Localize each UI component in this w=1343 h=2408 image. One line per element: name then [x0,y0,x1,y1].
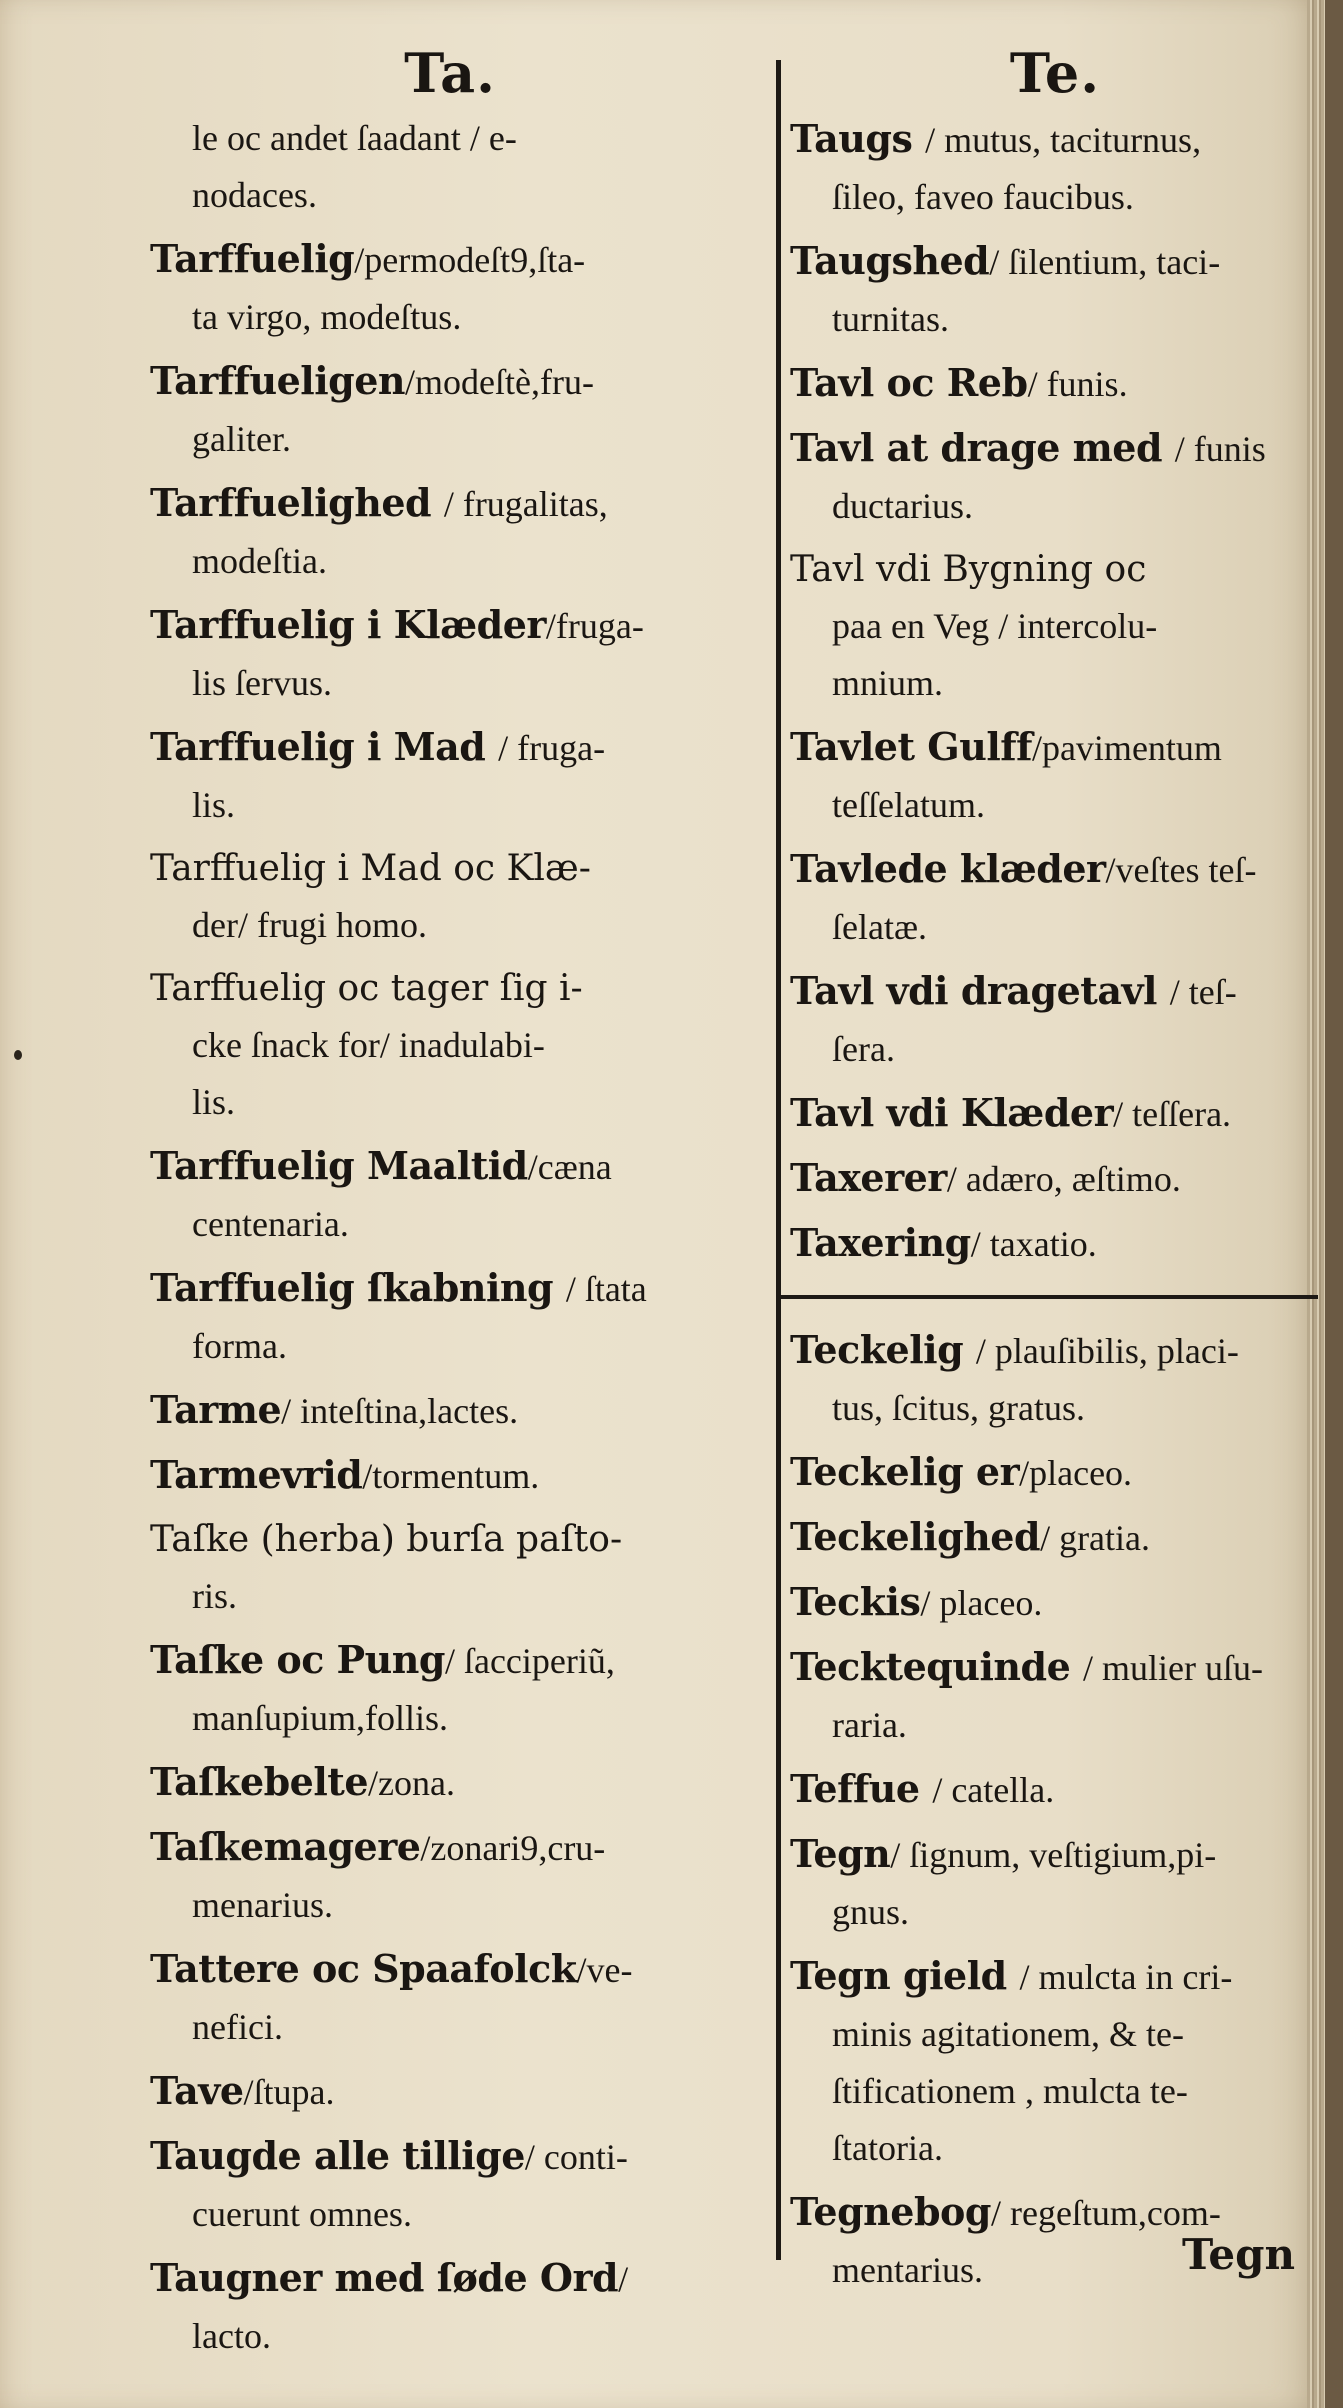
left-entries [150,110,750,2365]
entry-line: Taſke (herba) burſa paſto- [150,1519,623,1560]
dictionary-entry [150,960,750,1131]
entry-line: gnus. [832,1892,910,1932]
entry-line: paa en Veg / intercolu- [832,606,1158,646]
entry-line: Tegn gield / mulcta in cri- [790,1953,1233,1998]
entry-line: Taugner med ſøde Ord/ [150,2255,629,2300]
entry-line: Tarmevrid/tormentum. [150,1452,540,1497]
entry-line: Tavl at drage med / funis [790,425,1266,470]
entry-line: Teckelig er/placeo. [790,1449,1133,1494]
dictionary-entry [790,1947,1320,2177]
dictionary-entry [790,419,1320,535]
entry-line: Taſkemagere/zonari9,cru- [150,1824,606,1869]
left-column [150,40,750,2371]
entry-line: teſſelatum. [832,785,985,825]
entry-line: Taxering/ taxatio. [790,1220,1097,1265]
dictionary-entry [150,1753,750,1812]
dictionary-entry [150,1631,750,1747]
entry-line: Tarffuelig oc tager ſig i- [150,968,583,1009]
entry-line: nodaces. [192,175,317,215]
entry-line: Tave/ſtupa. [150,2068,335,2113]
dictionary-entry [790,1760,1320,1819]
column-divider [776,60,781,2260]
dictionary-entry [150,1511,750,1625]
dictionary-entry [790,840,1320,956]
entry-line: ſileo, faveo faucibus. [832,177,1134,217]
right-entries-b [790,1321,1320,2299]
entry-line: ris. [192,1576,237,1616]
entry-line: Tarffuelig i Klæder/fruga- [150,602,644,647]
dictionary-entry [150,1940,750,2056]
entry-line: Tarme/ inteſtina,lactes. [150,1387,519,1432]
entry-line: Tavl oc Reb/ funis. [790,360,1128,405]
entry-line: Teckelig / plauſibilis, placi- [790,1327,1239,1372]
entry-line: cuerunt omnes. [192,2194,412,2234]
entry-line: centenaria. [192,1204,349,1244]
entry-line: Tavl vdi Bygning oc [790,549,1147,590]
entry-line: ta virgo, modeſtus. [192,297,462,337]
dictionary-entry [150,596,750,712]
dictionary-entry [150,1381,750,1440]
ink-spot [14,1050,22,1060]
entry-line: der/ frugi homo. [192,905,427,945]
dictionary-entry [150,1259,750,1375]
entry-line: galiter. [192,419,291,459]
dictionary-entry [790,1508,1320,1567]
entry-line: ſtificationem , mulcta te- [832,2071,1188,2111]
dictionary-entry [150,230,750,346]
right-column-heading: Te. [1009,41,1101,105]
entry-line: Tavlede klæder/veſtes teſ- [790,846,1257,891]
entry-line: ſtatoria. [832,2128,943,2168]
left-column-heading: Ta. [404,41,496,105]
dictionary-entry [150,1137,750,1253]
catchword: Tegn [1181,2230,1295,2279]
entry-line: Tarffueligen/modeſtè,fru- [150,358,594,403]
dictionary-entry [150,840,750,954]
entry-line: lis. [192,785,236,825]
dictionary-entry [790,1214,1320,1273]
entry-line: Tarffuelig i Mad oc Klæ- [150,848,591,889]
section-rule [778,1295,1318,1299]
entry-line: le oc andet ſaadant / e- [192,118,517,158]
entry-line: Taugde alle tillige/ conti- [150,2133,628,2178]
dictionary-entry [150,718,750,834]
dictionary-entry [790,354,1320,413]
dictionary-entry [790,718,1320,834]
entry-line: Teffue / catella. [790,1766,1055,1811]
entry-line: mnium. [832,663,944,703]
entry-line: lis. [192,1082,236,1122]
entry-line: Tavl vdi dragetavl / teſ- [790,968,1237,1013]
dictionary-entry [150,2062,750,2121]
entry-line: Tavlet Gulff/pavimentum [790,724,1222,769]
entry-line: Taſkebelte/zona. [150,1759,455,1804]
dictionary-entry [150,2249,750,2365]
dictionary-entry [790,541,1320,712]
dictionary-entry [790,110,1320,226]
dictionary-entry [150,352,750,468]
entry-line: lacto. [192,2316,271,2356]
entry-line: ſelatæ. [832,907,927,947]
entry-line: minis agitationem, & te- [832,2014,1184,2054]
dictionary-entry [790,1149,1320,1208]
entry-line: cke ſnack for/ inadulabi- [192,1025,545,1065]
entry-line: tus, ſcitus, gratus. [832,1388,1085,1428]
dictionary-entry [790,232,1320,348]
entry-line: lis ſervus. [192,663,332,703]
dictionary-entry [150,110,750,224]
entry-line: Tarffuelighed / frugalitas, [150,480,608,525]
dictionary-entry [150,1446,750,1505]
entry-line: Tarffuelig/permodeſt9,ſta- [150,236,586,281]
entry-line: turnitas. [832,299,949,339]
entry-line: nefici. [192,2007,283,2047]
entry-line: ductarius. [832,486,973,526]
dictionary-entry [150,474,750,590]
entry-line: forma. [192,1326,287,1366]
entry-line: mentarius. [832,2250,983,2290]
dictionary-entry [790,1825,1320,1941]
dictionary-entry [150,1818,750,1934]
entry-line: Tattere oc Spaafolck/ve- [150,1946,633,1991]
entry-line: Tavl vdi Klæder/ teſſera. [790,1090,1232,1135]
entry-line: Tarffuelig i Mad / fruga- [150,724,606,769]
entry-line: ſera. [832,1029,895,1069]
entry-line: Tarffuelig ſkabning / ſtata [150,1265,647,1310]
entry-line: Taxerer/ adæro, æſtimo. [790,1155,1181,1200]
right-column [790,40,1320,2305]
dictionary-entry [790,1084,1320,1143]
entry-line: menarius. [192,1885,333,1925]
entry-line: modeſtia. [192,541,327,581]
entry-line: Taugshed/ ſilentium, taci- [790,238,1221,283]
entry-line: Taſke oc Pung/ ſacciperiũ, [150,1637,615,1682]
entry-line: Tarffuelig Maaltid/cæna [150,1143,612,1188]
entry-line: Teckis/ placeo. [790,1579,1043,1624]
dictionary-entry [790,1321,1320,1437]
dictionary-entry [790,962,1320,1078]
entry-line: Tegnebog/ regeſtum,com- [790,2189,1221,2234]
entry-line: raria. [832,1705,907,1745]
entry-line: Tegn/ ſignum, veſtigium,pi- [790,1831,1217,1876]
dictionary-entry [790,1443,1320,1502]
entry-line: Tecktequinde / mulier uſu- [790,1644,1263,1689]
entry-line: Taugs / mutus, taciturnus, [790,116,1202,161]
dictionary-entry [150,2127,750,2243]
dictionary-entry [790,1638,1320,1754]
entry-line: manſupium,follis. [192,1698,448,1738]
right-entries-a [790,110,1320,1273]
dictionary-entry [790,1573,1320,1632]
entry-line: Teckelighed/ gratia. [790,1514,1151,1559]
